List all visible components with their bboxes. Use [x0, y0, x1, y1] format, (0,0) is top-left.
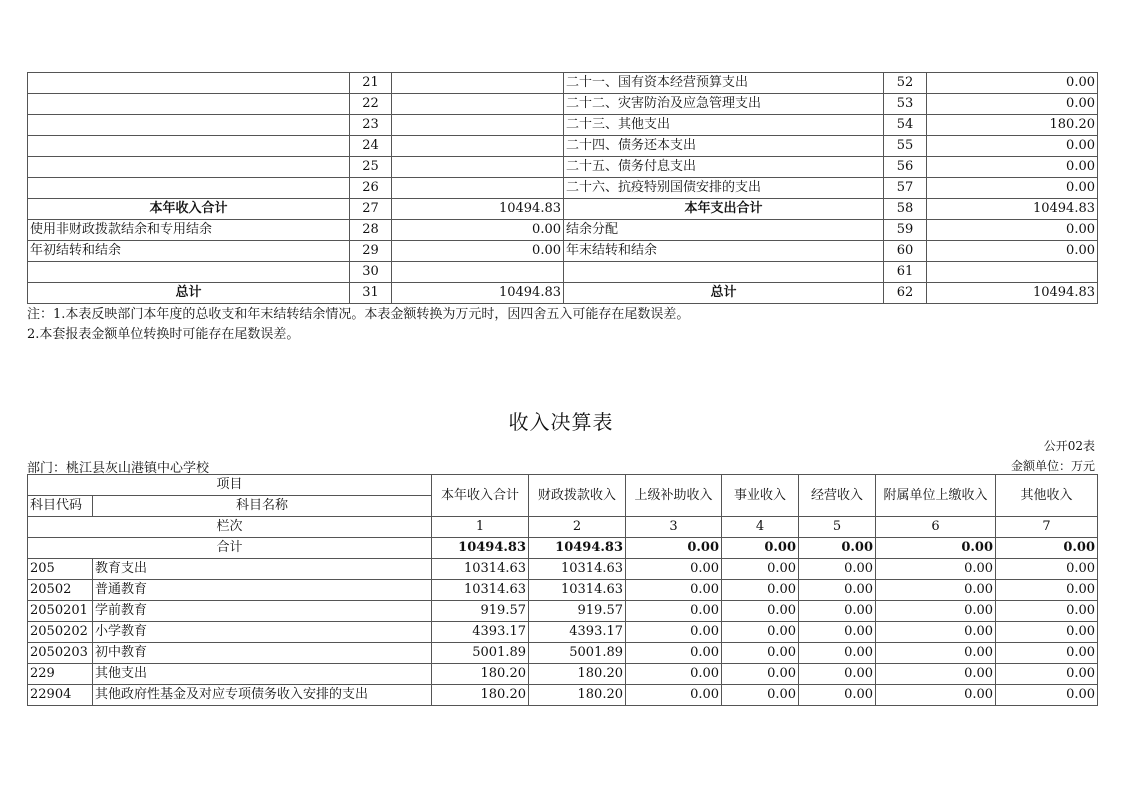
amount-cell: 5001.89	[432, 643, 529, 664]
subject-code: 2050203	[28, 643, 93, 664]
amount-cell: 4393.17	[432, 622, 529, 643]
income-table	[27, 474, 1098, 706]
subject-name: 初中教育	[93, 643, 432, 664]
income-line-no: 21	[350, 73, 392, 94]
summary-table-body	[28, 73, 1098, 304]
total-value: 0.00	[799, 538, 876, 559]
amount-cell: 0.00	[799, 664, 876, 685]
table-row	[28, 580, 1098, 601]
col-header: 事业收入	[722, 475, 799, 517]
amount-cell: 919.57	[432, 601, 529, 622]
amount-cell: 0.00	[996, 685, 1098, 706]
amount-cell: 0.00	[996, 580, 1098, 601]
code-header: 科目代码	[28, 496, 93, 517]
subject-code: 2050202	[28, 622, 93, 643]
expense-item-label: 本年支出合计	[564, 199, 884, 220]
report-title: 收入决算表	[508, 410, 614, 434]
expense-line-no: 55	[884, 136, 927, 157]
expense-amount: 10494.83	[927, 283, 1098, 304]
expense-amount: 0.00	[927, 73, 1098, 94]
summary-row	[28, 178, 1098, 199]
amount-cell: 180.20	[432, 664, 529, 685]
income-item-label	[28, 262, 350, 283]
income-line-no: 28	[350, 220, 392, 241]
amount-cell: 0.00	[876, 643, 996, 664]
amount-cell: 0.00	[876, 559, 996, 580]
amount-cell: 0.00	[876, 580, 996, 601]
seq-cell: 5	[799, 517, 876, 538]
amount-cell: 0.00	[996, 601, 1098, 622]
amount-cell: 0.00	[722, 664, 799, 685]
subject-code: 20502	[28, 580, 93, 601]
department-label: 部门：桃江县灰山港镇中心学校	[27, 461, 210, 476]
income-amount: 0.00	[392, 241, 564, 262]
expense-amount: 0.00	[927, 178, 1098, 199]
seq-label: 栏次	[28, 517, 432, 538]
subject-name: 其他政府性基金及对应专项债务收入安排的支出	[93, 685, 432, 706]
amount-cell: 4393.17	[529, 622, 626, 643]
amount-unit-label: 金额单位：万元	[1010, 459, 1095, 473]
amount-cell: 0.00	[799, 685, 876, 706]
amount-cell: 0.00	[722, 559, 799, 580]
amount-cell: 0.00	[876, 685, 996, 706]
amount-cell: 0.00	[996, 664, 1098, 685]
form-code: 公开02表	[1043, 439, 1095, 453]
amount-cell: 0.00	[996, 559, 1098, 580]
subject-code: 22904	[28, 685, 93, 706]
income-item-label: 年初结转和结余	[28, 241, 350, 262]
income-amount: 10494.83	[392, 283, 564, 304]
amount-cell: 0.00	[722, 643, 799, 664]
expense-item-label: 二十三、其他支出	[564, 115, 884, 136]
expense-item-label: 二十四、债务还本支出	[564, 136, 884, 157]
expense-amount: 0.00	[927, 94, 1098, 115]
income-item-label	[28, 178, 350, 199]
total-value: 0.00	[626, 538, 722, 559]
summary-row	[28, 283, 1098, 304]
income-table-body	[28, 475, 1098, 706]
amount-cell: 0.00	[722, 685, 799, 706]
amount-cell: 0.00	[876, 664, 996, 685]
income-item-label: 总计	[28, 283, 350, 304]
summary-row	[28, 94, 1098, 115]
income-line-no: 30	[350, 262, 392, 283]
total-label: 合计	[28, 538, 432, 559]
amount-cell: 0.00	[722, 580, 799, 601]
expense-amount: 0.00	[927, 241, 1098, 262]
expense-amount: 0.00	[927, 157, 1098, 178]
note-line-2: 2.本套报表金额单位转换时可能存在尾数误差。	[27, 327, 300, 342]
income-amount	[392, 262, 564, 283]
summary-row	[28, 199, 1098, 220]
amount-cell: 0.00	[996, 643, 1098, 664]
table-row	[28, 601, 1098, 622]
table-row	[28, 559, 1098, 580]
amount-cell: 0.00	[799, 601, 876, 622]
expense-item-label: 二十一、国有资本经营预算支出	[564, 73, 884, 94]
subject-name: 普通教育	[93, 580, 432, 601]
seq-cell: 7	[996, 517, 1098, 538]
amount-cell: 0.00	[799, 580, 876, 601]
income-amount: 0.00	[392, 220, 564, 241]
income-item-label	[28, 157, 350, 178]
amount-cell: 0.00	[799, 622, 876, 643]
subject-name: 学前教育	[93, 601, 432, 622]
expense-amount: 0.00	[927, 136, 1098, 157]
income-line-no: 31	[350, 283, 392, 304]
table-row	[28, 622, 1098, 643]
summary-row	[28, 241, 1098, 262]
amount-cell: 0.00	[722, 601, 799, 622]
amount-cell: 919.57	[529, 601, 626, 622]
col-header: 附属单位上缴收入	[876, 475, 996, 517]
expense-line-no: 54	[884, 115, 927, 136]
seq-cell: 6	[876, 517, 996, 538]
expense-item-label: 二十五、债务付息支出	[564, 157, 884, 178]
amount-cell: 10314.63	[432, 580, 529, 601]
seq-row	[28, 517, 1098, 538]
amount-cell: 0.00	[626, 559, 722, 580]
expense-line-no: 62	[884, 283, 927, 304]
income-amount	[392, 136, 564, 157]
summary-table	[27, 72, 1098, 304]
income-amount: 10494.83	[392, 199, 564, 220]
total-value: 0.00	[876, 538, 996, 559]
income-amount	[392, 115, 564, 136]
amount-cell: 180.20	[529, 664, 626, 685]
amount-cell: 10314.63	[432, 559, 529, 580]
total-value: 0.00	[996, 538, 1098, 559]
expense-item-label: 总计	[564, 283, 884, 304]
subject-name: 教育支出	[93, 559, 432, 580]
col-header: 本年收入合计	[432, 475, 529, 517]
summary-row	[28, 262, 1098, 283]
income-item-label	[28, 136, 350, 157]
col-header: 经营收入	[799, 475, 876, 517]
subject-code: 205	[28, 559, 93, 580]
seq-cell: 2	[529, 517, 626, 538]
expense-line-no: 60	[884, 241, 927, 262]
income-amount	[392, 178, 564, 199]
amount-cell: 0.00	[799, 643, 876, 664]
subject-code: 229	[28, 664, 93, 685]
expense-item-label: 二十六、抗疫特别国债安排的支出	[564, 178, 884, 199]
amount-cell: 0.00	[626, 580, 722, 601]
total-value: 0.00	[722, 538, 799, 559]
expense-line-no: 61	[884, 262, 927, 283]
total-row	[28, 538, 1098, 559]
income-line-no: 24	[350, 136, 392, 157]
amount-cell: 180.20	[529, 685, 626, 706]
income-item-label	[28, 73, 350, 94]
income-amount	[392, 94, 564, 115]
expense-amount	[927, 262, 1098, 283]
table-row	[28, 664, 1098, 685]
seq-cell: 4	[722, 517, 799, 538]
income-line-no: 26	[350, 178, 392, 199]
seq-cell: 1	[432, 517, 529, 538]
expense-amount: 10494.83	[927, 199, 1098, 220]
income-amount	[392, 73, 564, 94]
total-value: 10494.83	[432, 538, 529, 559]
expense-item-label	[564, 262, 884, 283]
income-item-label: 本年收入合计	[28, 199, 350, 220]
expense-line-no: 59	[884, 220, 927, 241]
summary-row	[28, 220, 1098, 241]
col-header: 其他收入	[996, 475, 1098, 517]
expense-item-label: 二十二、灾害防治及应急管理支出	[564, 94, 884, 115]
table-row	[28, 685, 1098, 706]
summary-row	[28, 115, 1098, 136]
amount-cell: 0.00	[876, 622, 996, 643]
expense-line-no: 52	[884, 73, 927, 94]
expense-line-no: 56	[884, 157, 927, 178]
amount-cell: 0.00	[876, 601, 996, 622]
total-value: 10494.83	[529, 538, 626, 559]
income-item-label: 使用非财政拨款结余和专用结余	[28, 220, 350, 241]
amount-cell: 0.00	[626, 643, 722, 664]
summary-row	[28, 136, 1098, 157]
note-line-1: 注：1.本表反映部门本年度的总收支和年末结转结余情况。本表金额转换为万元时，因四舍五入可能存在尾数误差。	[27, 307, 690, 322]
income-line-no: 23	[350, 115, 392, 136]
expense-amount: 180.20	[927, 115, 1098, 136]
subject-name: 小学教育	[93, 622, 432, 643]
item-header: 项目	[28, 475, 432, 496]
name-header: 科目名称	[93, 496, 432, 517]
income-amount	[392, 157, 564, 178]
income-line-no: 27	[350, 199, 392, 220]
income-line-no: 22	[350, 94, 392, 115]
income-line-no: 25	[350, 157, 392, 178]
income-item-label	[28, 94, 350, 115]
amount-cell: 0.00	[722, 622, 799, 643]
amount-cell: 0.00	[996, 622, 1098, 643]
amount-cell: 0.00	[799, 559, 876, 580]
table-row	[28, 643, 1098, 664]
subject-code: 2050201	[28, 601, 93, 622]
amount-cell: 180.20	[432, 685, 529, 706]
expense-line-no: 57	[884, 178, 927, 199]
expense-item-label: 年末结转和结余	[564, 241, 884, 262]
income-item-label	[28, 115, 350, 136]
subject-name: 其他支出	[93, 664, 432, 685]
amount-cell: 0.00	[626, 622, 722, 643]
amount-cell: 10314.63	[529, 580, 626, 601]
expense-amount: 0.00	[927, 220, 1098, 241]
amount-cell: 5001.89	[529, 643, 626, 664]
income-line-no: 29	[350, 241, 392, 262]
seq-cell: 3	[626, 517, 722, 538]
expense-line-no: 53	[884, 94, 927, 115]
col-header: 上级补助收入	[626, 475, 722, 517]
amount-cell: 0.00	[626, 601, 722, 622]
expense-line-no: 58	[884, 199, 927, 220]
amount-cell: 0.00	[626, 664, 722, 685]
col-header: 财政拨款收入	[529, 475, 626, 517]
summary-row	[28, 73, 1098, 94]
header-row	[28, 475, 1098, 496]
summary-row	[28, 157, 1098, 178]
expense-item-label: 结余分配	[564, 220, 884, 241]
amount-cell: 10314.63	[529, 559, 626, 580]
amount-cell: 0.00	[626, 685, 722, 706]
